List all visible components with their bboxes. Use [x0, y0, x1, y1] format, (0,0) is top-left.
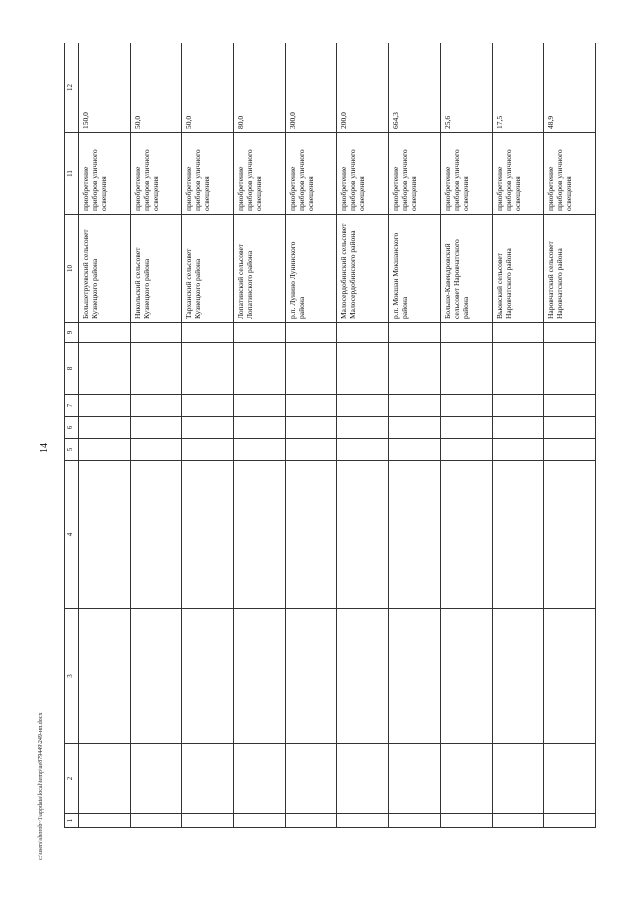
cell-c7 [337, 395, 389, 417]
cell-c5 [440, 439, 492, 461]
cell-c8 [79, 343, 131, 395]
cell-c1 [492, 814, 544, 828]
cell-purpose: приобретение приборов уличного освещения [544, 133, 596, 215]
cell-c3 [440, 609, 492, 744]
cell-c7 [389, 395, 441, 417]
cell-municipality: Малосердобинский сельсовет Малосердобинского района [337, 215, 389, 323]
cell-c3 [337, 609, 389, 744]
table-row [285, 43, 337, 828]
cell-municipality: Большетруевский сельсовет Кузнецкого района [79, 215, 131, 323]
cell-c1 [440, 814, 492, 828]
col-header-10: 10 [65, 215, 79, 323]
cell-c7 [79, 395, 131, 417]
document-file-path: c:\users\shorob~1\appdata\local\temp\ue879449\249-нп.docx [38, 712, 44, 860]
cell-c7 [182, 395, 234, 417]
cell-c7 [492, 395, 544, 417]
cell-purpose: приобретение приборов уличного освещения [492, 133, 544, 215]
cell-c1 [389, 814, 441, 828]
cell-amount: 200,0 [337, 43, 389, 133]
cell-purpose: приобретение приборов уличного освещения [234, 133, 286, 215]
cell-c5 [389, 439, 441, 461]
cell-c8 [234, 343, 286, 395]
col-header-7: 7 [65, 395, 79, 417]
cell-purpose: приобретение приборов уличного освещения [440, 133, 492, 215]
table-row [544, 43, 596, 828]
cell-c3 [544, 609, 596, 744]
cell-c6 [544, 417, 596, 439]
table-row [492, 43, 544, 828]
cell-c8 [130, 343, 182, 395]
cell-c5 [285, 439, 337, 461]
cell-municipality: р.п. Лунино Лунинского района [285, 215, 337, 323]
cell-c9 [182, 323, 234, 343]
cell-c6 [79, 417, 131, 439]
cell-c9 [440, 323, 492, 343]
cell-c8 [182, 343, 234, 395]
cell-c9 [389, 323, 441, 343]
header-row [65, 43, 79, 828]
table-rotation-frame [64, 43, 596, 828]
cell-amount: 150,0 [79, 43, 131, 133]
cell-municipality: Тарханский сельсовет Кузнецкого района [182, 215, 234, 323]
cell-c3 [182, 609, 234, 744]
cell-c6 [440, 417, 492, 439]
cell-c9 [79, 323, 131, 343]
cell-c6 [285, 417, 337, 439]
cell-c1 [337, 814, 389, 828]
table-row [337, 43, 389, 828]
cell-c6 [492, 417, 544, 439]
cell-municipality: Никольский сельсовет Кузнецкого района [130, 215, 182, 323]
cell-c8 [285, 343, 337, 395]
cell-amount: 25,6 [440, 43, 492, 133]
cell-c4 [182, 461, 234, 609]
cell-amount: 664,3 [389, 43, 441, 133]
cell-c6 [182, 417, 234, 439]
cell-purpose: приобретение приборов уличного освещения [285, 133, 337, 215]
cell-c5 [79, 439, 131, 461]
cell-purpose: приобретение приборов уличного освещения [389, 133, 441, 215]
cell-c7 [285, 395, 337, 417]
cell-c1 [182, 814, 234, 828]
data-table [64, 43, 596, 828]
table-row [389, 43, 441, 828]
col-header-5: 5 [65, 439, 79, 461]
cell-c2 [79, 744, 131, 814]
cell-c3 [389, 609, 441, 744]
page-number: 14 [39, 443, 50, 453]
cell-c2 [389, 744, 441, 814]
cell-c4 [130, 461, 182, 609]
cell-c5 [337, 439, 389, 461]
cell-amount: 80,0 [234, 43, 286, 133]
cell-c1 [285, 814, 337, 828]
cell-c6 [389, 417, 441, 439]
cell-c6 [234, 417, 286, 439]
cell-c4 [79, 461, 131, 609]
col-header-3: 3 [65, 609, 79, 744]
cell-c6 [130, 417, 182, 439]
cell-municipality: р.п. Мокшан Мокшанского района [389, 215, 441, 323]
cell-c2 [337, 744, 389, 814]
cell-amount: 48,9 [544, 43, 596, 133]
cell-c3 [234, 609, 286, 744]
cell-c4 [337, 461, 389, 609]
cell-c3 [285, 609, 337, 744]
table-row [234, 43, 286, 828]
cell-c2 [544, 744, 596, 814]
cell-c9 [492, 323, 544, 343]
cell-municipality: Лопатинский сельсовет Лопатинского района [234, 215, 286, 323]
cell-amount: 17,5 [492, 43, 544, 133]
cell-c3 [130, 609, 182, 744]
cell-c3 [492, 609, 544, 744]
cell-c2 [130, 744, 182, 814]
cell-c4 [285, 461, 337, 609]
cell-c7 [544, 395, 596, 417]
cell-municipality: Вьюнский сельсовет Наровчатского района [492, 215, 544, 323]
cell-c7 [130, 395, 182, 417]
cell-amount: 50,0 [130, 43, 182, 133]
cell-c2 [285, 744, 337, 814]
col-header-4: 4 [65, 461, 79, 609]
cell-purpose: приобретение приборов уличного освещения [182, 133, 234, 215]
cell-c5 [492, 439, 544, 461]
cell-c4 [440, 461, 492, 609]
cell-purpose: приобретение приборов уличного освещения [337, 133, 389, 215]
cell-c1 [79, 814, 131, 828]
cell-c4 [234, 461, 286, 609]
cell-c9 [544, 323, 596, 343]
col-header-9: 9 [65, 323, 79, 343]
cell-amount: 300,0 [285, 43, 337, 133]
col-header-8: 8 [65, 343, 79, 395]
cell-c9 [130, 323, 182, 343]
cell-c4 [389, 461, 441, 609]
cell-c2 [234, 744, 286, 814]
cell-c1 [234, 814, 286, 828]
table-row [130, 43, 182, 828]
cell-municipality: Наровчатский сельсовет Наровчатского района [544, 215, 596, 323]
cell-municipality: Больше-Кавендровский сельсовет Наровчатского района [440, 215, 492, 323]
table-row [182, 43, 234, 828]
cell-purpose: приобретение приборов уличного освещения [130, 133, 182, 215]
col-header-2: 2 [65, 744, 79, 814]
cell-c9 [234, 323, 286, 343]
table-row [79, 43, 131, 828]
col-header-6: 6 [65, 417, 79, 439]
cell-c1 [544, 814, 596, 828]
cell-c9 [337, 323, 389, 343]
cell-c7 [234, 395, 286, 417]
col-header-1: 1 [65, 814, 79, 828]
cell-c8 [440, 343, 492, 395]
cell-c5 [544, 439, 596, 461]
cell-c4 [544, 461, 596, 609]
cell-c2 [492, 744, 544, 814]
cell-c5 [234, 439, 286, 461]
cell-c7 [440, 395, 492, 417]
table-row [440, 43, 492, 828]
cell-c6 [337, 417, 389, 439]
table-container [64, 43, 596, 828]
cell-c2 [440, 744, 492, 814]
cell-c8 [492, 343, 544, 395]
cell-c9 [285, 323, 337, 343]
cell-c5 [130, 439, 182, 461]
cell-c5 [182, 439, 234, 461]
cell-purpose: приобретение приборов уличного освещения [79, 133, 131, 215]
cell-c8 [544, 343, 596, 395]
cell-amount: 50,0 [182, 43, 234, 133]
cell-c3 [79, 609, 131, 744]
cell-c1 [130, 814, 182, 828]
cell-c4 [492, 461, 544, 609]
cell-c2 [182, 744, 234, 814]
cell-c8 [337, 343, 389, 395]
cell-c8 [389, 343, 441, 395]
col-header-12: 12 [65, 43, 79, 133]
col-header-11: 11 [65, 133, 79, 215]
